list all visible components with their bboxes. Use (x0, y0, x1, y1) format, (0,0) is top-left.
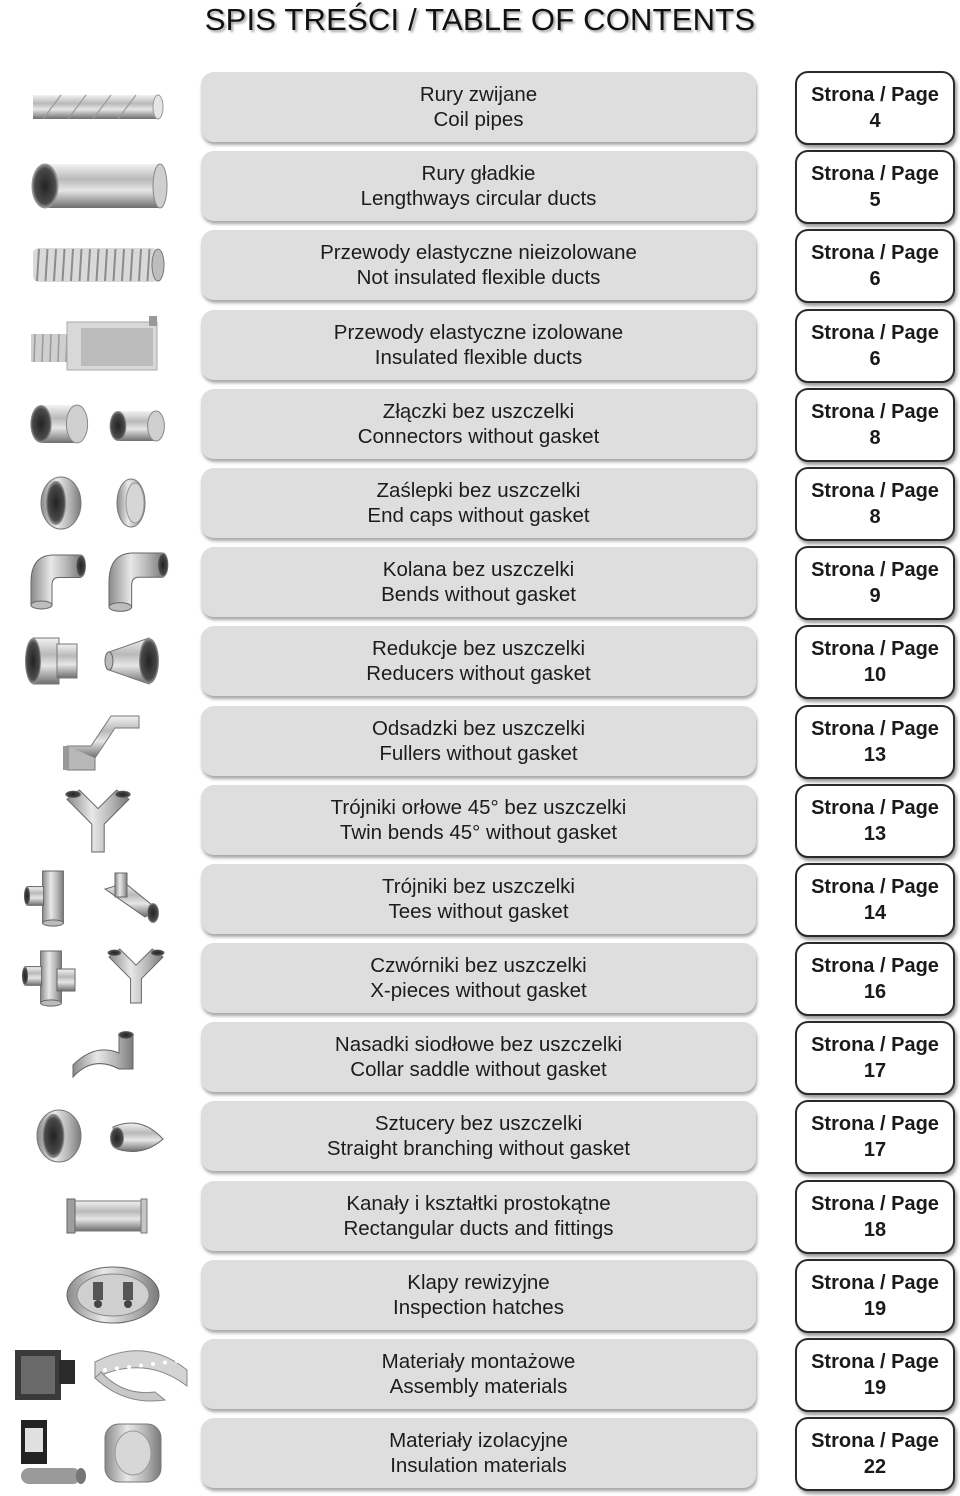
connector-icon (4, 388, 192, 460)
toc-row (0, 863, 960, 942)
entry-title-pl: Sztucery bez uszczelki (374, 1112, 583, 1136)
entry-title-pl: Kanały i kształtki prostokątne (346, 1191, 611, 1215)
page-reference[interactable] (795, 863, 955, 937)
saddle-icon (4, 1021, 192, 1093)
page-prefix: Strona / Page (811, 1034, 939, 1057)
page-prefix: Strona / Page (811, 955, 939, 978)
page-number: 5 (869, 189, 881, 212)
toc-entry-label[interactable] (201, 310, 756, 380)
insulation-icon (4, 1417, 192, 1489)
toc-entry-label[interactable] (201, 1181, 756, 1251)
page-number: 18 (863, 1218, 887, 1241)
page-number: 13 (863, 822, 887, 845)
entry-title-en: Insulated flexible ducts (374, 345, 583, 369)
entry-title-pl: Nasadki siodłowe bez uszczelki (334, 1033, 623, 1057)
page-prefix: Strona / Page (811, 1351, 939, 1373)
entry-title-en: Not insulated flexible ducts (356, 266, 601, 290)
toc-row (0, 1259, 960, 1338)
toc-row (0, 150, 960, 229)
entry-title-pl: Przewody elastyczne izolowane (333, 320, 624, 344)
toc-entry-label[interactable] (201, 1418, 756, 1488)
page-reference[interactable] (795, 1180, 955, 1254)
coil-pipe-icon (4, 71, 192, 143)
toc-entry-label[interactable] (201, 1260, 756, 1330)
entry-title-pl: Rury gładkie (421, 162, 536, 186)
flexible-duct-icon (4, 229, 192, 301)
insulated-duct-icon (4, 309, 192, 381)
page-number: 8 (869, 426, 881, 449)
toc-row (0, 1417, 960, 1496)
entry-title-en: Twin bends 45° without gasket (339, 820, 618, 844)
page-prefix: Strona / Page (811, 638, 939, 661)
page-reference[interactable] (795, 942, 955, 1016)
toc-entry-label[interactable] (201, 468, 756, 538)
entry-title-en: Fullers without gasket (379, 741, 578, 765)
page-number: 19 (863, 1297, 887, 1320)
toc-entry-label[interactable] (201, 547, 756, 617)
toc-entry-label[interactable] (201, 151, 756, 221)
toc-entry-label[interactable] (201, 785, 756, 855)
entry-title-en: Coil pipes (433, 108, 524, 131)
toc-entry-label[interactable] (201, 706, 756, 776)
entry-title-pl: Przewody elastyczne nieizolowane (320, 241, 637, 265)
page-reference[interactable] (795, 1259, 955, 1333)
page-prefix: Strona / Page (811, 875, 939, 898)
toc-row (0, 1180, 960, 1259)
toc-row (0, 388, 960, 467)
entry-title-pl: Rury zwijane (419, 83, 538, 106)
entry-title-pl: Złączki bez uszczelki (382, 399, 575, 423)
page-prefix: Strona / Page (811, 479, 939, 502)
page-prefix: Strona / Page (811, 1113, 939, 1136)
smooth-pipe-icon (4, 150, 192, 222)
page-number: 19 (863, 1377, 887, 1399)
entry-title-pl: Kolana bez uszczelki (382, 558, 575, 582)
entry-title-pl: Odsadzki bez uszczelki (371, 716, 586, 740)
entry-title-pl: Trójniki bez uszczelki (382, 874, 575, 898)
page-number: 4 (869, 110, 881, 132)
toc-entry-label[interactable] (201, 230, 756, 300)
page-prefix: Strona / Page (811, 1271, 939, 1294)
page-number: 17 (863, 1060, 887, 1083)
page-prefix: Strona / Page (811, 1430, 939, 1453)
entry-title-en: Straight branching without gasket (326, 1137, 631, 1161)
entry-title-en: Rectangular ducts and fittings (343, 1216, 614, 1240)
page-number: 17 (863, 1139, 887, 1162)
toc-row (0, 1338, 960, 1417)
page-reference[interactable] (795, 784, 955, 858)
page-reference[interactable] (795, 150, 955, 224)
entry-title-pl: Zaślepki bez uszczelki (376, 478, 581, 502)
toc-row (0, 1100, 960, 1179)
entry-title-en: Lengthways circular ducts (360, 187, 597, 211)
entry-title-en: X-pieces without gasket (370, 979, 587, 1003)
page-prefix: Strona / Page (811, 717, 939, 740)
page-prefix: Strona / Page (811, 321, 939, 344)
entry-title-en: End caps without gasket (367, 503, 590, 527)
toc-row (0, 546, 960, 625)
x-piece-icon (4, 942, 192, 1014)
branch-icon (4, 1100, 192, 1172)
page-reference[interactable] (795, 1417, 955, 1491)
toc-row (0, 467, 960, 546)
toc-row (0, 1021, 960, 1100)
page-number: 9 (869, 585, 881, 608)
entry-title-en: Reducers without gasket (366, 662, 591, 686)
tee-icon (4, 863, 192, 935)
page-prefix: Strona / Page (811, 84, 939, 106)
page-prefix: Strona / Page (811, 163, 939, 186)
entry-title-en: Connectors without gasket (357, 424, 600, 448)
page-number: 13 (863, 743, 887, 766)
page-prefix: Strona / Page (811, 400, 939, 423)
entry-title-pl: Trójniki orłowe 45° bez uszczelki (330, 795, 627, 819)
twin-bend-icon (4, 784, 192, 856)
toc-entry-label[interactable] (201, 626, 756, 696)
toc-list (0, 71, 960, 1496)
toc-row (0, 942, 960, 1021)
page-reference[interactable] (795, 309, 955, 383)
page-reference[interactable] (795, 705, 955, 779)
page-reference[interactable] (795, 71, 955, 145)
toc-entry-label[interactable] (201, 943, 756, 1013)
entry-title-pl: Klapy rewizyjne (407, 1270, 550, 1294)
page-reference[interactable] (795, 1338, 955, 1412)
bend-icon (4, 546, 192, 618)
end-cap-icon (4, 467, 192, 539)
page-reference[interactable] (795, 546, 955, 620)
toc-entry-label[interactable] (201, 864, 756, 934)
rect-duct-icon (4, 1180, 192, 1252)
page-number: 16 (863, 981, 887, 1004)
page-reference[interactable] (795, 388, 955, 462)
entry-title-en: Insulation materials (390, 1454, 567, 1478)
entry-title-pl: Czwórniki bez uszczelki (370, 954, 587, 978)
entry-title-pl: Materiały izolacyjne (389, 1429, 568, 1453)
page-reference[interactable] (795, 1100, 955, 1174)
toc-row (0, 705, 960, 784)
entry-title-pl: Materiały montażowe (381, 1350, 576, 1373)
page-prefix: Strona / Page (811, 559, 939, 582)
page-reference[interactable] (795, 229, 955, 303)
page-number: 6 (869, 268, 881, 291)
toc-entry-label[interactable] (201, 72, 756, 142)
entry-title-en: Collar saddle without gasket (350, 1058, 607, 1082)
page-reference[interactable] (795, 1021, 955, 1095)
page-reference[interactable] (795, 467, 955, 541)
entry-title-en: Assembly materials (389, 1375, 568, 1398)
offset-icon (4, 705, 192, 777)
page-title: SPIS TREŚCI / TABLE OF CONTENTS (204, 2, 756, 37)
toc-row (0, 309, 960, 388)
page-reference[interactable] (795, 625, 955, 699)
toc-row (0, 784, 960, 863)
reducer-icon (4, 625, 192, 697)
page-number: 14 (863, 901, 887, 924)
page-prefix: Strona / Page (811, 796, 939, 819)
toc-row (0, 71, 960, 150)
entry-title-pl: Redukcje bez uszczelki (371, 637, 586, 661)
toc-entry-label[interactable] (201, 1022, 756, 1092)
page-number: 10 (863, 664, 887, 687)
entry-title-en: Inspection hatches (393, 1295, 564, 1319)
entry-title-en: Bends without gasket (381, 583, 576, 607)
entry-title-en: Tees without gasket (388, 899, 569, 923)
hatch-icon (4, 1259, 192, 1331)
toc-entry-label[interactable] (201, 1101, 756, 1171)
page-prefix: Strona / Page (811, 242, 939, 265)
page-number: 22 (863, 1456, 887, 1479)
toc-entry-label[interactable] (201, 1339, 756, 1409)
page-number: 6 (869, 347, 881, 370)
page-number: 8 (869, 505, 881, 528)
toc-row (0, 229, 960, 308)
toc-entry-label[interactable] (201, 389, 756, 459)
assembly-icon (4, 1338, 192, 1410)
page-prefix: Strona / Page (811, 1192, 939, 1215)
toc-row (0, 625, 960, 704)
